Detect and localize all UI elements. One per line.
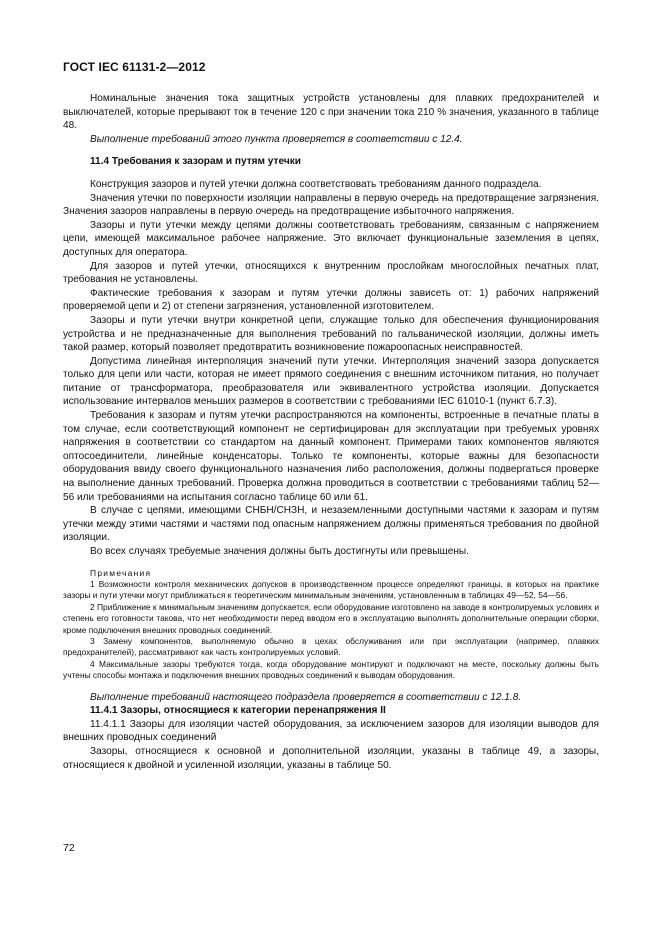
document-body [63, 92, 599, 772]
note-item: 4 Максимальные зазоры требуются тогда, когда оборудование монтируют и подключают на месте, поскольку должны быть учтены способы монтажа и подключения внешних проводных соединений к выводам оборудования. [63, 658, 599, 681]
document-header: ГОСТ IEC 61131-2—2012 [63, 60, 206, 74]
verification-note: Выполнение требований этого пункта проверяется в соответствии с 12.4. [90, 133, 463, 145]
page-number: 72 [63, 842, 75, 854]
paragraph: Фактические требования к зазорам и путям утечки должны зависеть от: 1) рабочих напряжений проверяемой цепи и 2) от степени загрязнения, установленной изготовителем. [63, 287, 599, 313]
paragraph: Конструкция зазоров и путей утечки должна соответствовать требованиям данного подраздела. [90, 178, 542, 190]
note-item: 2 Приближение к минимальным значениям допускается, если оборудование изготовлено на заводе в контролируемых условиях и степень его готовности такова, что нет необходимости перед вводом его в эксплуатацию выполнять дополнительные операции сборки, кроме подключения внешних проводных соединений. [63, 601, 599, 635]
note-item: 3 Замену компонентов, выполняемую обычно в цехах обслуживания или при эксплуатации (например, плавких предохранителей), рассматривают как часть контролируемых условий. [63, 636, 599, 658]
paragraph: Номинальные значения тока защитных устройств установлены для плавких предохранителей и выключателей, которые прерывают ток в течение 120 с при значении тока 210 % значения, указанного в таблице 48. [63, 93, 599, 132]
paragraph: Допустима линейная интерполяция значений пути утечки. Интерполяция значений зазора допускается только для цепи или части, которая не имеет прямого соединения с внешним источником питания, но получает питание от трансформатора, преобразователя или эквивалентного устройства изоляции. Допускается использование интервалов меньших размеров в соответствии с требованиями IEC 61010-1 (пункт 6.7.3). [63, 355, 599, 408]
notes-title: Примечания [90, 567, 152, 578]
verification-note: Выполнение требований настоящего подраздела проверяется в соответствии с 12.1.8. [90, 691, 522, 703]
paragraph: В случае с цепями, имеющими СНБН/СНЗН, и незаземленными доступными частями к зазорам и путям утечки между этими частями и частями под опасным напряжением должны применяться требования по двойной изоляции. [63, 505, 599, 544]
paragraph: Значения утечки по поверхности изоляции направлены в первую очередь на предотвращение загрязнения. Значения зазоров направлены в первую очередь на предотвращение избыточного напряжения. [63, 192, 599, 218]
paragraph: Требования к зазорам и путям утечки распространяются на компоненты, встроенные в печатные платы в том случае, если соответствующий компонент не сертифицирован для эксплуатации при требуемых уровнях напряжения в соответствии со стандартом на данный компонент. Примерами таких компонентов являются оптосоединители, линейные конденсаторы. Только те компоненты, которые важны для безопасности оборудования ввиду своего функционального назначения либо расположения, должны подвергаться проверке на выполнение данных требований. Проверка должна проводиться в соответствии с требованиями таблиц 52—56 или требованиями на испытания согласно таблице 60 или 61. [63, 410, 599, 503]
section-heading: 11.4 Требования к зазорам и путям утечки [90, 156, 301, 168]
paragraph: Для зазоров и путей утечки, относящихся к внутренним прослойкам многослойных печатных плат, требования не установлены. [63, 260, 599, 286]
note-item: 1 Возможности контроля механических допусков в производственном процессе определяют границы, в которых на практике зазоры и пути утечки могут приближаться к теоретическим минимальным значениям, установленным в таблицах 49—52, 54—56. [63, 579, 599, 601]
notes-block [63, 568, 599, 682]
subsection-heading: 11.4.1 Зазоры, относящиеся к категории перенапряжения II [90, 705, 386, 717]
paragraph: Зазоры и пути утечки между цепями должны соответствовать требованиям, связанным с напряжением цепи, имеющей максимальное рабочее напряжение. Это включает функциональные заземления в цепях, доступных для оператора. [63, 219, 599, 258]
paragraph: 11.4.1.1 Зазоры для изоляции частей оборудования, за исключением зазоров для изоляции выводов для внешних проводных соединений [63, 718, 599, 744]
paragraph: Зазоры, относящиеся к основной и дополнительной изоляции, указаны в таблице 49, а зазоры, относящиеся к двойной и усиленной изоляции, указаны в таблице 50. [63, 746, 599, 771]
paragraph: Во всех случаях требуемые значения должны быть достигнуты или превышены. [90, 546, 469, 557]
paragraph: Зазоры и пути утечки внутри конкретной цепи, служащие только для обеспечения функционирования устройства и не предназначенные для выполнения требований по гальванической изоляции, должны иметь такой размер, который позволяет предотвратить возникновение пожароопасных неисправностей. [63, 314, 599, 354]
